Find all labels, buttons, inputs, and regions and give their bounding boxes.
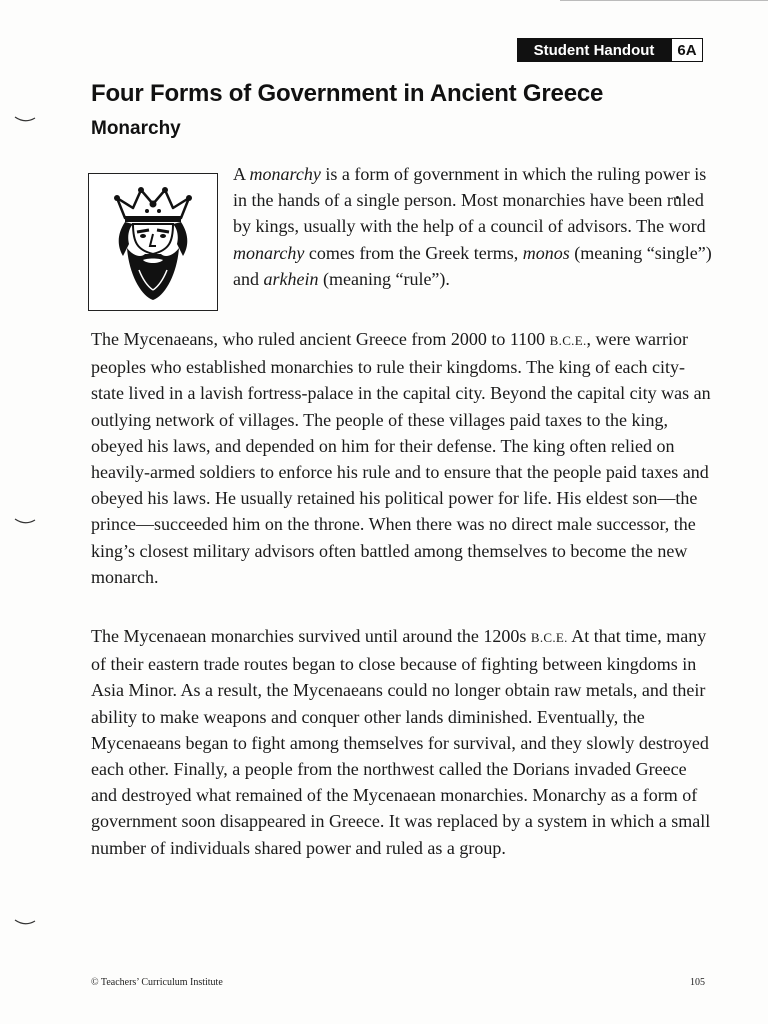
p1-text-2: , were warrior peoples who established monarchies to rule their kingdoms. The king of each city-state lived in a lavish fortress-palace in the capital city. Beyond the capital city was an outlying network of villages. The people of these villages paid taxes to the king, obeyed his laws, and depended on him for their defense. The king often relied on heavily-armed soldiers to enforce his rule and to ensure that the people paid taxes and obeyed his laws. He usually retained his political power for life. His eldest son—the prince—succeeded him on the throne. When there was no direct male successor, the king’s closest military advisors often battled among themselves to become the new monarch. xyxy=(91,329,711,587)
intro-text-3: comes from the Greek terms, xyxy=(304,242,523,263)
p1-text-1: The Mycenaeans, who ruled ancient Greece from 2000 to 1100 xyxy=(91,329,550,349)
intro-text-1: A xyxy=(233,164,250,184)
student-handout-badge xyxy=(517,38,703,62)
intro-term-arkhein: arkhein xyxy=(263,268,319,289)
king-portrait-icon xyxy=(103,184,203,302)
p1-era: B.C.E. xyxy=(549,333,587,348)
binder-hole-mark-icon xyxy=(14,517,36,525)
body-paragraph-1 xyxy=(91,326,716,590)
king-portrait-figure xyxy=(88,173,218,311)
intro-paragraph xyxy=(233,161,713,292)
p2-text-2: At that time, many of their eastern trade routes began to close because of fighting between kingdoms in Asia Minor. As a result, the Mycenaeans could no longer obtain raw metals, and their ability to make weapons and conquer other lands diminished. Eventually, the Mycenaeans began to fight among themselves for survival, and they slowly destroyed each other. Finally, a people from the northwest called the Dorians invaded Greece and destroyed what remained of the Mycenaean monarchies. Monarchy as a form of government soon disappeared in Greece. It was replaced by a system in which a small number of individuals shared power and ruled as a group. xyxy=(91,626,711,858)
binder-hole-mark-icon xyxy=(14,918,36,926)
footer-copyright: © Teachers’ Curriculum Institute xyxy=(91,977,223,988)
intro-text-2: is a form of government in which the ruling power is in the hands of a single person. Most monarchies have been ruled by kings, usually with the help of a council of advisors. The word xyxy=(233,164,707,237)
body-paragraph-2 xyxy=(91,623,716,861)
p2-era: B.C.E. xyxy=(530,630,568,645)
intro-term-monarchy: monarchy xyxy=(249,164,321,184)
intro-term-monarchy-2: monarchy xyxy=(233,242,305,263)
intro-term-monos: monos xyxy=(522,242,570,263)
page-edge-line xyxy=(560,0,768,1)
page-title: Four Forms of Government in Ancient Greece xyxy=(91,80,604,107)
binder-hole-mark-icon xyxy=(14,115,36,123)
section-heading: Monarchy xyxy=(91,118,181,139)
handout-label: Student Handout xyxy=(518,39,670,61)
page-number: 105 xyxy=(690,977,705,988)
handout-number: 6A xyxy=(670,39,702,61)
intro-text-4: (meaning “single”) and xyxy=(233,242,712,289)
p2-text-1: The Mycenaean monarchies survived until around the 1200s xyxy=(91,626,531,646)
intro-text-5: (meaning “rule”). xyxy=(318,268,450,289)
